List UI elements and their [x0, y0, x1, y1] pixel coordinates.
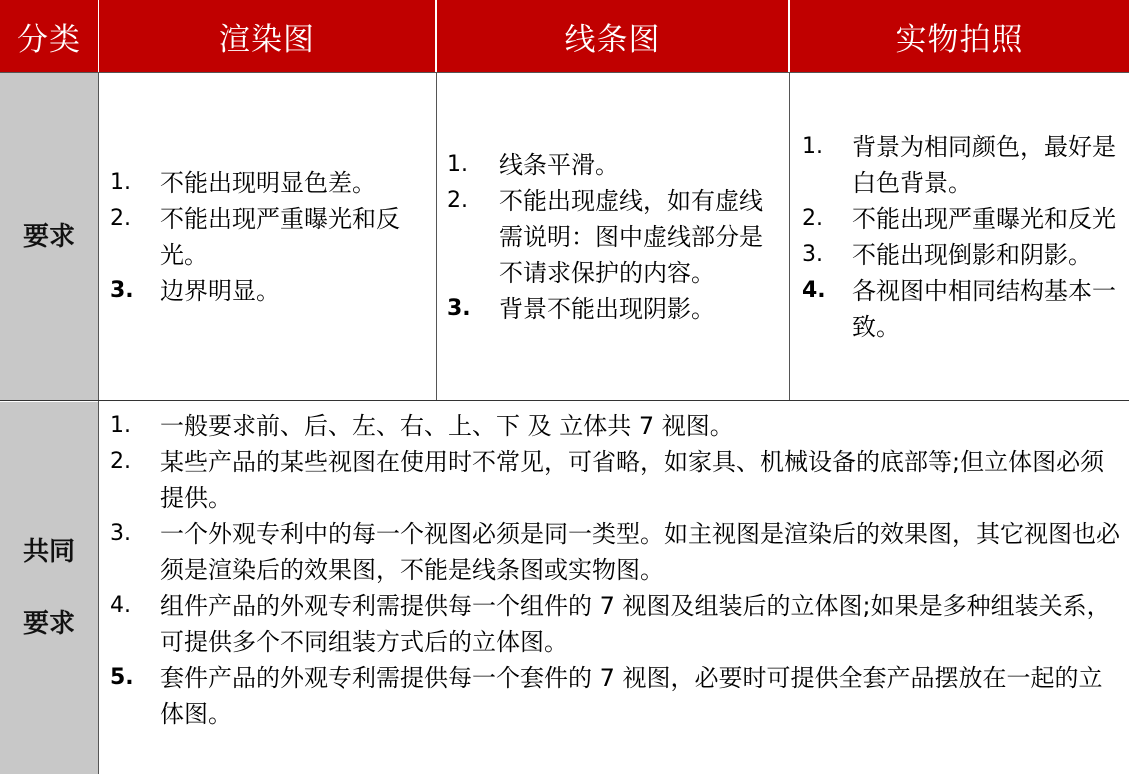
cell-photo-requirements	[802, 73, 1124, 400]
list-item: 1. 不能出现明显色差。	[110, 168, 376, 197]
list-item: 3. 背景不能出现阴影。	[447, 294, 715, 323]
rendered-list	[110, 165, 430, 309]
row-label-common-line2: 要求	[22, 609, 75, 639]
grid-line	[0, 400, 1129, 401]
list-item: 3. 不能出现倒影和阴影。	[802, 240, 1092, 269]
list-item: 5. 套件产品的外观专利需提供每一个套件的 7 视图，必要时可提供全套产品摆放在一起的立体图。	[110, 664, 1103, 728]
list-item: 2. 不能出现严重曝光和反光	[802, 204, 1116, 233]
list-item: 2. 某些产品的某些视图在使用时不常见，可省略，如家具、机械设备的底部等;但立体图必须提供。	[110, 448, 1105, 512]
list-item: 4. 各视图中相同结构基本一致。	[802, 276, 1116, 341]
list-item: 1. 一般要求前、后、左、右、上、下 及 立体共 7 视图。	[110, 412, 734, 440]
list-item: 1. 线条平滑。	[447, 150, 619, 179]
list-item: 2. 不能出现严重曝光和反光。	[110, 204, 400, 269]
row-label-common-line1: 共同	[22, 537, 75, 567]
list-item: 1. 背景为相同颜色，最好是白色背景。	[802, 132, 1116, 197]
cell-line-requirements	[447, 73, 782, 400]
list-item: 4. 组件产品的外观专利需提供每一个组件的 7 视图及组装后的立体图;如果是多种组装关系，可提供多个不同组装方式后的立体图。	[110, 592, 1111, 656]
grid-line	[436, 72, 437, 401]
grid-line	[789, 72, 790, 401]
header-rendered: 渲染图	[99, 0, 435, 72]
header-category: 分类	[0, 0, 98, 72]
list-item: 2. 不能出现虚线，如有虚线需说明：图中虚线部分是不请求保护的内容。	[447, 186, 763, 287]
header-line-drawing: 线条图	[437, 0, 788, 72]
row-label-requirements: 要求	[0, 73, 98, 400]
common-list	[110, 408, 1124, 732]
line-list	[447, 147, 782, 327]
photo-list	[802, 129, 1124, 345]
list-item: 3. 边界明显。	[110, 276, 280, 305]
header-photo: 实物拍照	[790, 0, 1129, 72]
grid-line	[98, 72, 99, 774]
list-item: 3. 一个外观专利中的每一个视图必须是同一类型。如主视图是渲染后的效果图，其它视图也必须是渲染后的效果图，不能是线条图或实物图。	[110, 520, 1120, 584]
row-label-common	[0, 402, 98, 774]
cell-common-requirements	[110, 408, 1124, 738]
cell-rendered-requirements	[110, 73, 430, 400]
